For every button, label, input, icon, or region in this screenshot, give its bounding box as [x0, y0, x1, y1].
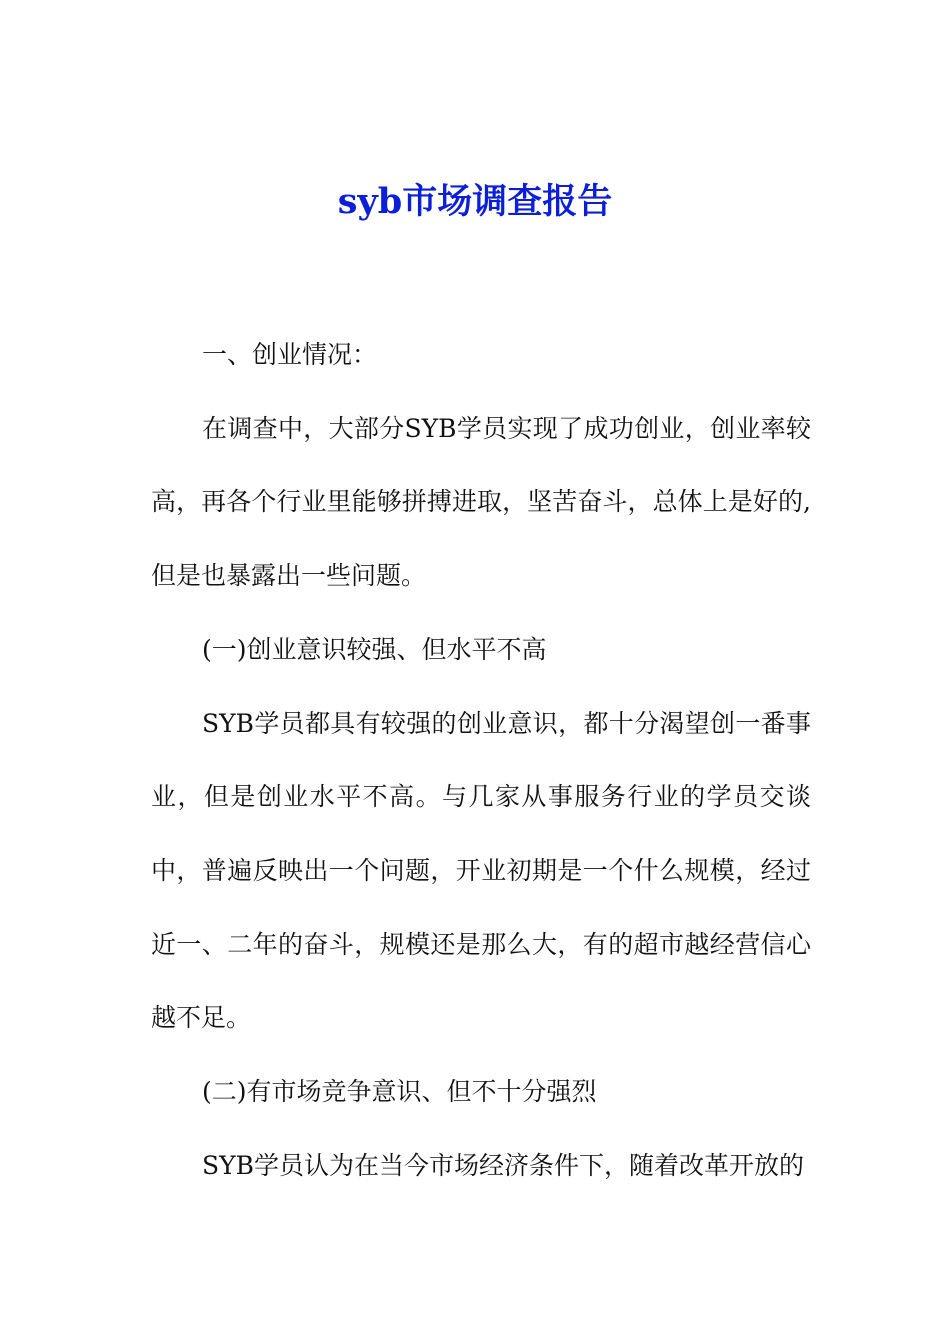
- paragraph-competition-details: SYB学员认为在当今市场经济条件下，随着改革开放的: [202, 1150, 805, 1180]
- document-title: syb市场调查报告: [337, 181, 613, 222]
- subsection-heading-awareness: (一)创业意识较强、但水平不高: [202, 634, 547, 664]
- document-body: [151, 318, 811, 1202]
- paragraph-awareness-details: SYB学员都具有较强的创业意识，都十分渴望创一番事业，但是创业水平不高。与几家从事服务行业的学员交谈中，普遍反映出一个问题，开业初期是一个什么规模，经过近一、二年的奋斗，规模还是那么大，有的超市越经营信心越不足。: [151, 708, 811, 1033]
- subsection-heading-competition: (二)有市场竞争意识、但不十分强烈: [202, 1077, 597, 1107]
- section-heading-business-status: 一、创业情况：: [202, 340, 378, 369]
- paragraph-survey-summary: 在调查中，大部分SYB学员实现了成功创业，创业率较高，再各个行业里能够拼搏进取，坚苦奋斗，总体上是好的,但是也暴露出一些问题。: [151, 413, 811, 591]
